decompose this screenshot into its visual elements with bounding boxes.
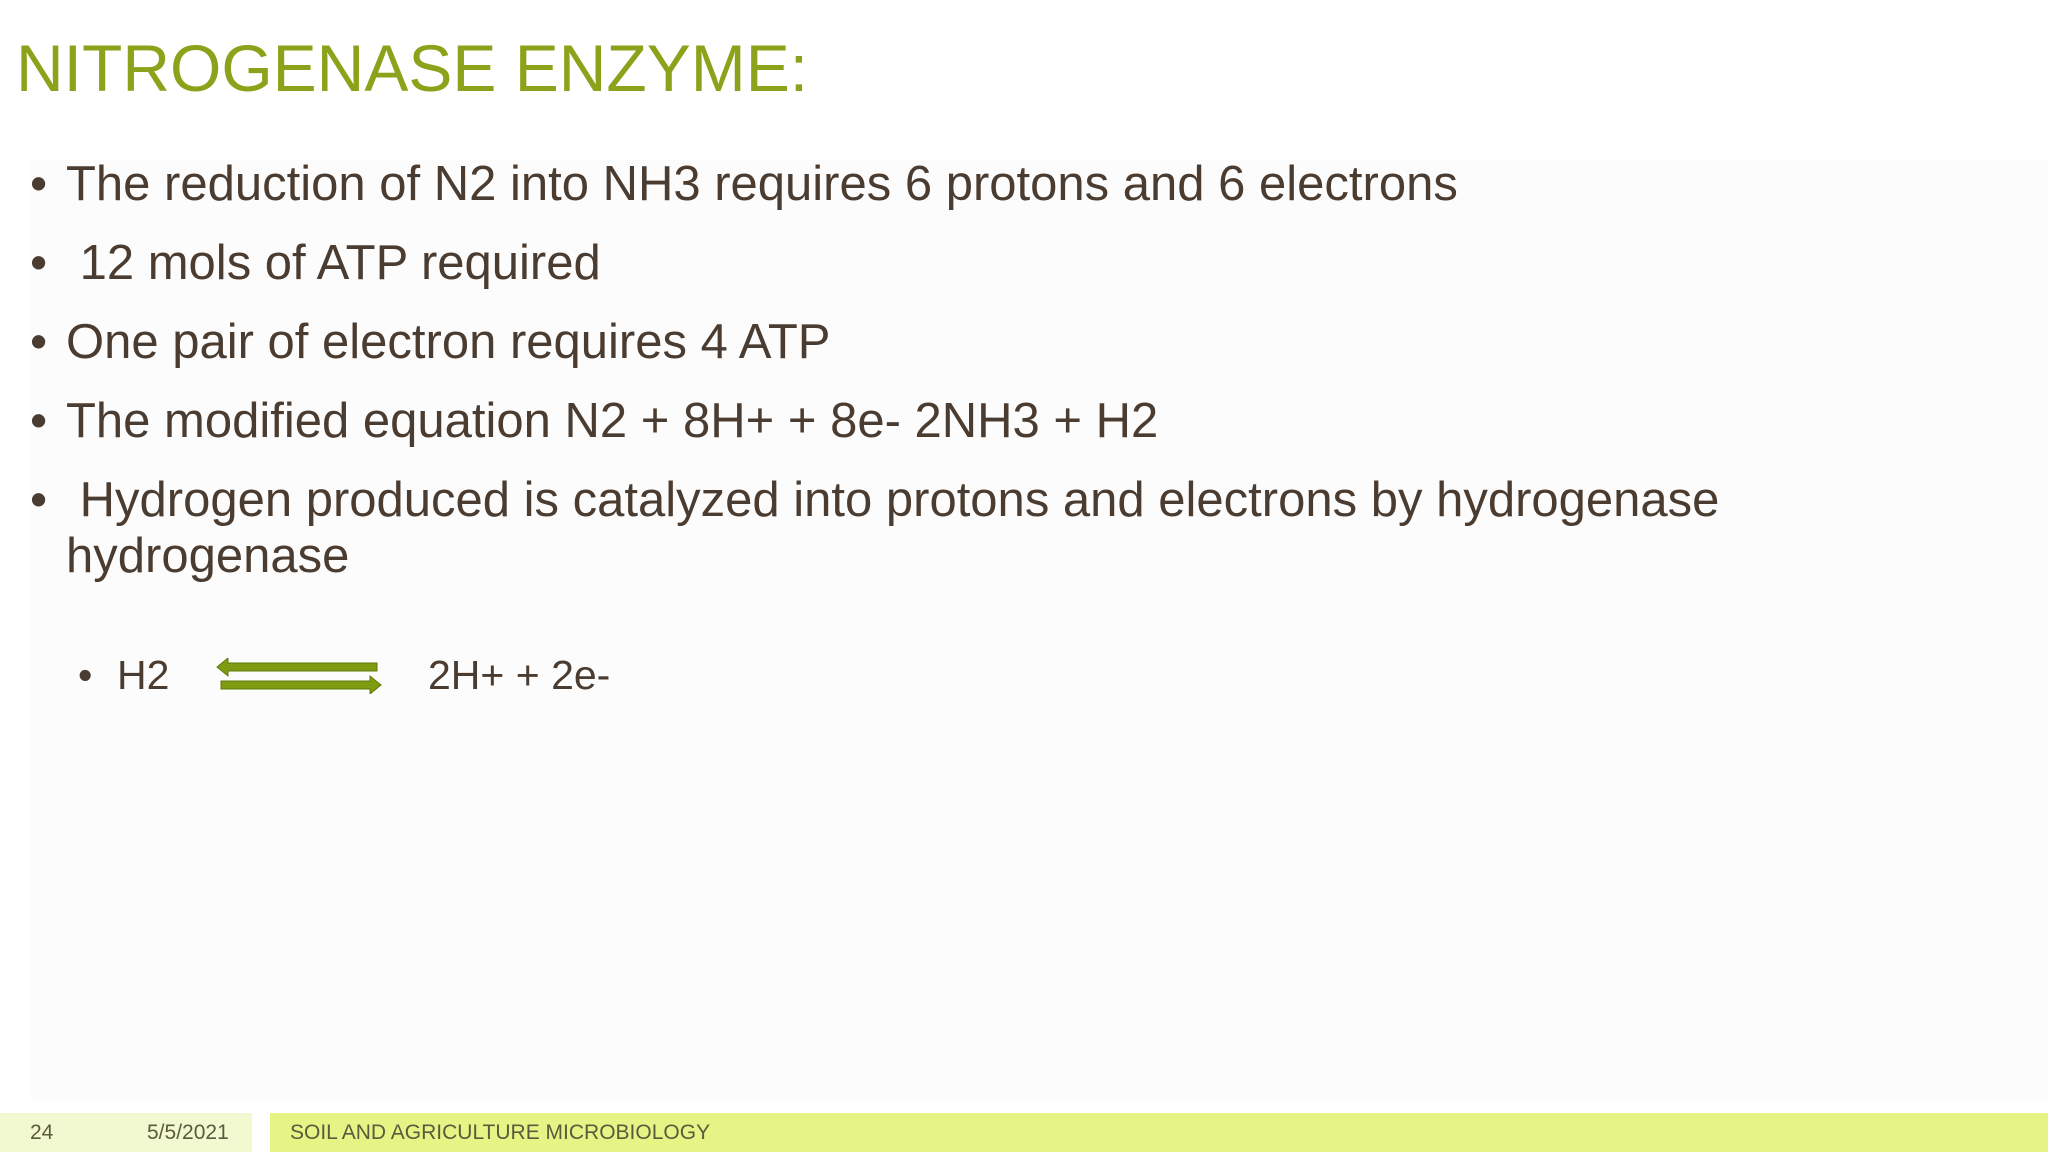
bullet-item	[30, 235, 2010, 291]
bullet-dot: •	[30, 236, 48, 290]
equation-products: 2H+ + 2e-	[428, 652, 611, 698]
bullet-dot: •	[78, 652, 93, 698]
footer-course-box	[270, 1113, 2048, 1152]
slide-date: 5/5/2021	[147, 1121, 229, 1144]
slide-number: 24	[30, 1121, 54, 1144]
bullet-text: The modified equation N2 + 8H+ + 8e- 2NH3 + H2	[66, 394, 1159, 448]
course-title: SOIL AND AGRICULTURE MICROBIOLOGY	[290, 1121, 711, 1144]
bullet-text: Hydrogen produced is catalyzed into protons and electrons by hydrogenase hydrogenase	[66, 473, 1734, 583]
footer-date-box	[92, 1113, 252, 1152]
bullet-list	[30, 156, 2010, 607]
bullet-dot: •	[30, 157, 48, 211]
bullet-text: 12 mols of ATP required	[66, 236, 601, 290]
bullet-dot: •	[30, 315, 48, 369]
bullet-dot: •	[30, 394, 48, 448]
equilibrium-arrows-icon	[216, 658, 382, 694]
footer-slide-number-box	[0, 1113, 92, 1152]
bullet-item	[30, 314, 2010, 370]
slide-title: NITROGENASE ENZYME:	[16, 31, 809, 105]
bullet-text: The reduction of N2 into NH3 requires 6 protons and 6 electrons	[66, 157, 1458, 211]
bullet-item	[30, 393, 2010, 449]
reverse-arrow-icon	[217, 658, 377, 676]
bullet-text: One pair of electron requires 4 ATP	[66, 315, 831, 369]
bullet-dot: •	[30, 473, 48, 527]
forward-arrow-icon	[221, 676, 381, 694]
equation-reactant: H2	[117, 652, 170, 698]
bullet-item	[30, 472, 2010, 584]
bullet-item	[30, 156, 2010, 212]
